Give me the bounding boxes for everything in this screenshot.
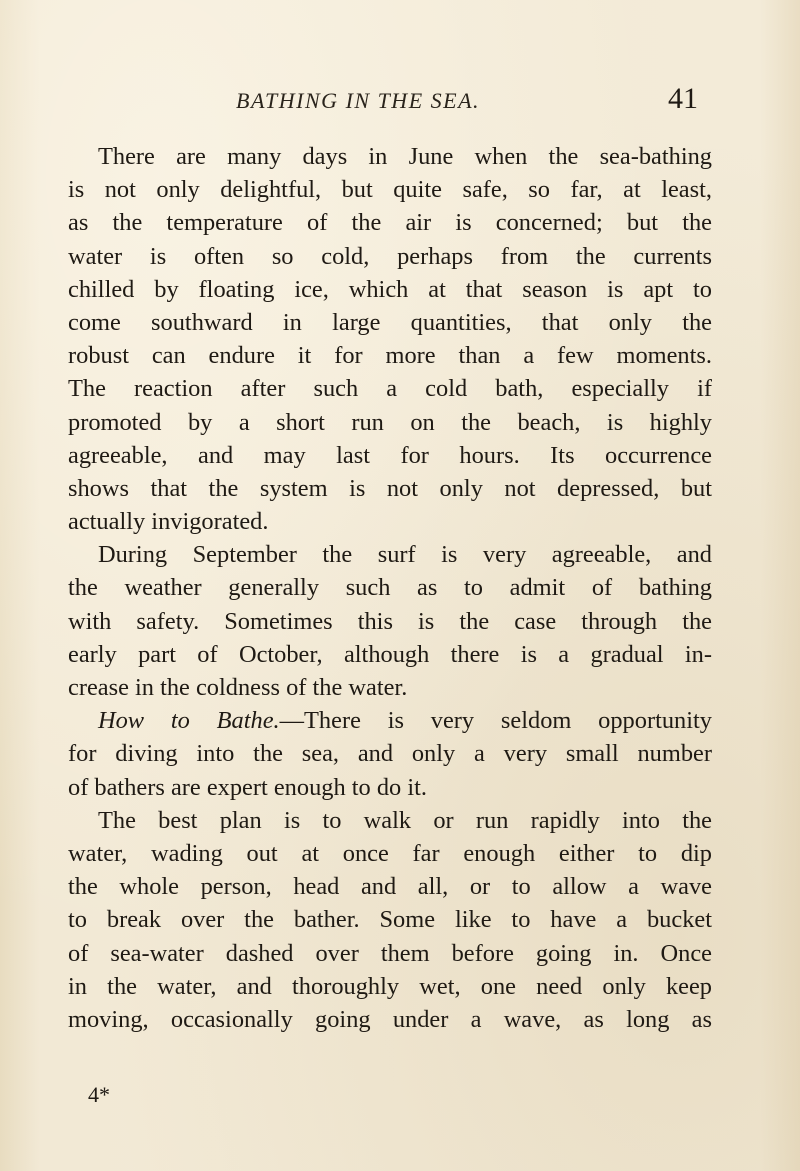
text-line: water is often so cold, perhaps from the currents (68, 242, 712, 270)
text-line: in the water, and thoroughly wet, one need only keep (68, 972, 712, 1000)
text-line: agreeable, and may last for hours. Its occurrence (68, 441, 712, 469)
text-line: crease in the coldness of the water. (68, 674, 408, 701)
running-head: BATHING IN THE SEA. (236, 88, 481, 113)
text-line: the whole person, head and all, or to allow a wave (68, 873, 712, 901)
section-heading: How to Bathe. (98, 707, 280, 735)
text-line: of sea-water dashed over them before going in. Once (68, 939, 712, 967)
text-line: the weather generally such as to admit of bathing (68, 574, 712, 602)
text-line: During September the surf is very agreeable, and (98, 541, 712, 569)
text-line: The reaction after such a cold bath, especially if (68, 375, 712, 403)
text-line: The best plan is to walk or run rapidly into the (98, 806, 712, 834)
body-text (68, 140, 712, 1036)
text-line: as the temperature of the air is concerned; but the (68, 209, 712, 237)
text-line: moving, occasionally going under a wave, as long as (68, 1005, 712, 1033)
text-line: There are many days in June when the sea-bathing (98, 143, 712, 170)
text-line: promoted by a short run on the beach, is highly (68, 408, 712, 436)
text-line: robust can endure it for more than a few moments. (68, 342, 712, 370)
text-line: to break over the bather. Some like to have a bucket (68, 906, 712, 934)
text-line: actually invigorated. (68, 508, 269, 536)
text-line: come southward in large quantities, that only the (68, 308, 712, 336)
text-line: chilled by floating ice, which at that season is apt to (68, 275, 712, 303)
text-line: with safety. Sometimes this is the case through the (68, 607, 712, 635)
text-line: is not only delightful, but quite safe, so far, at least, (68, 176, 712, 204)
page-number: 41 (668, 82, 698, 115)
heading-line-text: There is very seldom opportunity (304, 707, 712, 735)
page-header (0, 82, 800, 118)
text-line: for diving into the sea, and only a very small number (68, 740, 712, 768)
heading-dash: — (279, 707, 305, 735)
text-line: early part of October, although there is a gradual in- (68, 640, 712, 668)
heading-line (68, 704, 712, 737)
text-line: water, wading out at once far enough either to dip (68, 839, 712, 867)
signature-mark: 4* (88, 1082, 110, 1107)
text-line: of bathers are expert enough to do it. (68, 773, 427, 801)
text-line: shows that the system is not only not depressed, but (68, 474, 712, 502)
